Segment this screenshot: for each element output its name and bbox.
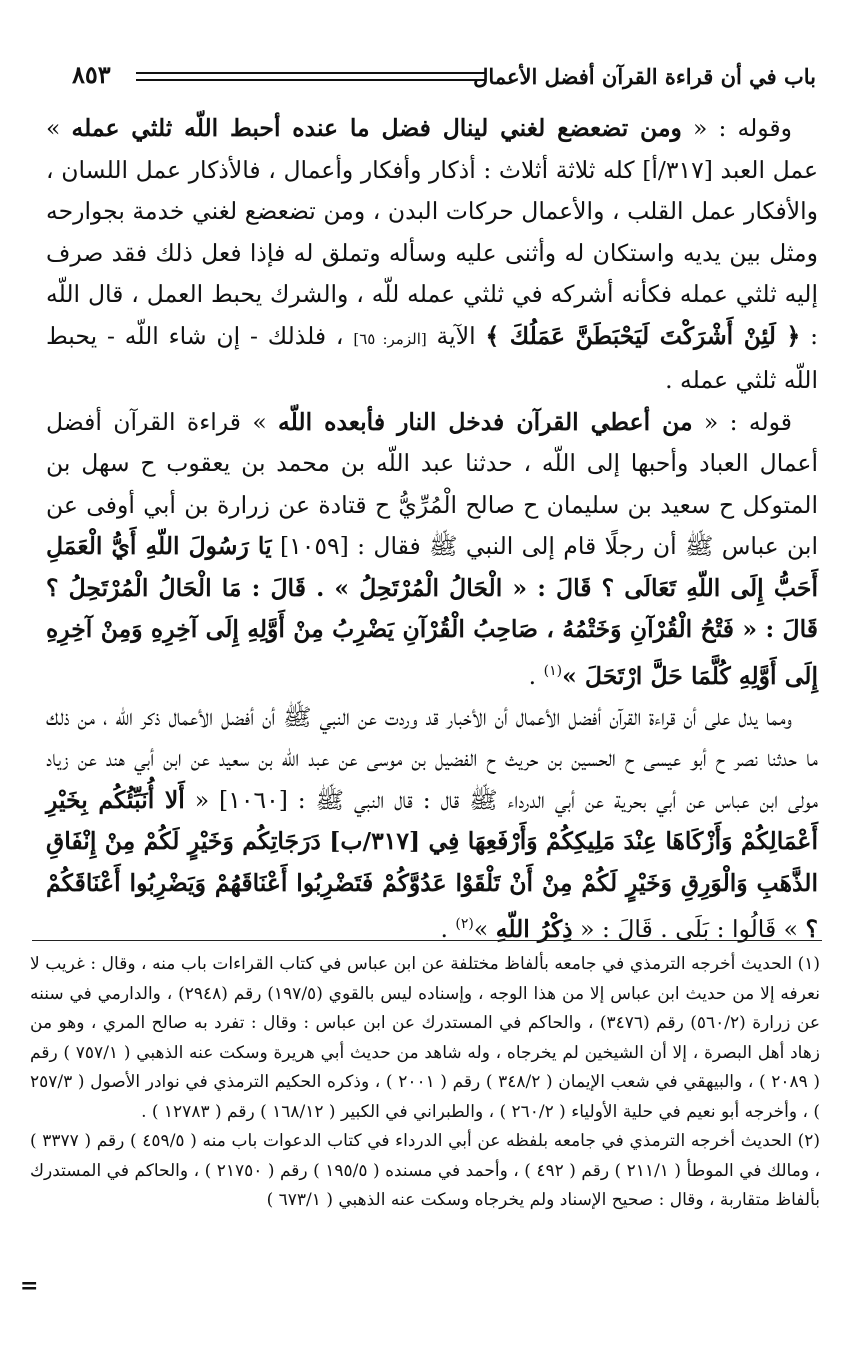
footnote-2: (٢) الحديث أخرجه الترمذي في جامعه بلفظه عن أبي الدرداء في كتاب الدعوات باب منه ( ٤٥٩/٥ ) رقم ( ٣٣٧٧ ) ، ومالك في الموطأ ( ٢١١/١ ) رقم ( ٤٩٢ ) ، وأحمد في مسنده ( ١٩٥/٥ ) رقم ( ٢١٧٥٠ ) ، والحاكم في المستدرك بألفاظ متقاربة ، وقال : صحيح الإسناد ولم يخرجاه وسكت عنه الذهبي ( ٦٧٣/١ ) [30,1131,821,1210]
header-rule [136,72,486,81]
text-span: » [473,915,496,944]
main-text [46,108,818,951]
page-number: ٨٥٣ [72,60,111,89]
text-span: » قراءة القرآن أفضل أعمال العباد وأحبها إلى اللّه ، حدثنا عبد اللّه بن محمد بن يعقوب ح سهل بن المتوكل ح سعيد بن سليمان ح صالح الْمُرِّيُّ ح قتادة عن زرارة بن أبي أوفى عن ابن عباس ﷺ أن رجلًا قام إلى النبي ﷺ فقال : [١٠٥٩] [46,407,818,560]
text-span: قوله : « [692,407,792,436]
continuation-mark: = [20,1273,39,1299]
hadith-text: أَلا أُنَبِّئُكُم بِخَيْرِ أَعْمَالِكُمْ وَأَزْكَاهَا عِنْدَ مَلِيكِكُمْ وَأَرْفَعِهَا فِي [٣١٧/ب] دَرَجَاتِكُم وَخَيْرٍ لَكُمْ مِنْ إِنْفَاقِ الذَّهَبِ وَالْوَرِقِ وَخَيْرٍ لَكُمْ مِنْ أَنْ تَلْقَوْا عَدُوَّكُمْ فَتَضْرِبُوا أَعْنَاقَهُمْ وَيَضْرِبُوا أَعْنَاقَكُمْ ؟ [46,785,818,944]
hadith-text: يَا رَسُولَ اللّهِ أَيُّ الْعَمَلِ أَحَبُّ إِلَى اللّهِ تَعَالَى ؟ قَالَ : « الْحَالُ الْمُرْتَحِلُ » . قَالَ : مَا الْحَالُ الْمُرْتَحِلُ ؟ قَالَ : « فَتْحُ الْقُرْآنِ وَخَتْمُهُ ، صَاحِبُ الْقُرْآنِ يَضْرِبُ مِنْ أَوَّلِهِ إِلَى آخِرِهِ وَمِنْ آخِرِهِ إِلَى أَوَّلِهِ كُلَّمَا حَلَّ ارْتَحَلَ » [46,532,818,690]
paragraph-3 [46,697,818,951]
text-span: . [528,661,544,690]
footnote-separator [32,940,822,941]
text-span: وقوله : « [681,114,793,142]
hadith-text: ذِكْرُ اللّهِ [495,915,573,944]
text-span: » قَالُوا : بَلَى . قَالَ : « [572,915,806,944]
running-header [72,58,816,98]
paragraph-2 [46,402,818,697]
quoted-hadith: من أعطي القرآن فدخل النار فأبعده اللّه [278,407,693,436]
text-span: . [440,915,456,944]
text-span: ، فلذلك - إن شاء اللّه - يحبط اللّه ثلثي عمله . [46,321,818,394]
chapter-title: باب في أن قراءة القرآن أفضل الأعمال [473,64,816,89]
paragraph-1 [46,108,818,402]
text-span: الآية [426,321,486,350]
footnotes [30,950,820,1216]
footnote-ref-2: (٢) [455,916,474,933]
quoted-hadith: ومن تضعضع لغني لينال فضل ما عنده أحبط اللّه ثلثي عمله [71,114,682,142]
footnote-ref-1: (١) [543,662,563,679]
text-span: ومما يدل على أن قراءة القرآن أفضل الأعمال أن الأخبار قد وردت عن النبي ﷺ أن أفضل الأعمال ذكر اللّه ، من ذلك ما حدثنا نصر ح أبو عيسى ح الحسين بن حريث ح الفضيل بن موسى عن عبد اللّه بن سعيد عن ابن أبي هند عن زياد مولى ابن عباس عن أبي بحرية عن أبي الدرداء ﷺ قال : قال النبي ﷺ : [١٠٦٠] « [46,702,818,814]
text-span: » عمل العبد [٣١٧/أ] كله ثلاثة أثلاث : أذكار وأفكار وأعمال ، فالأذكار عمل اللسان ، والأفكار عمل القلب ، والأعمال حركات البدن ، ومن تضعضع لغني خدمة بجوارحه ومثل بين يديه واستكان له وأثنى عليه وسأله وتملق له فإذا فعل ذلك فقد صرف إليه ثلثي عمله فكأنه أشركه في ثلثي عمله للّه ، والشرك يحبط العمل ، قال اللّه : [46,114,819,350]
verse-reference: [الزمر: ٦٥] [353,329,427,348]
footnote-1: (١) الحديث أخرجه الترمذي في جامعه بألفاظ مختلفة عن ابن عباس في كتاب القراءات باب منه ، وقال : غريب لا نعرفه إلا من حديث ابن عباس إلا من هذا الوجه ، وإسناده ليس بالقوي (١٩٧/٥) رقم (٢٩٤٨) ، والدارمي في سننه عن زرارة (٥٦٠/٢) رقم (٣٤٧٦) ، والحاكم في المستدرك عن ابن عباس : وقال : تفرد به صالح المري ، وهو من زهاد أهل البصرة ، إلا أن الشيخين لم يخرجاه ، وله شاهد من حديث أبي هريرة وسكت عنه الذهبي ( ٧٥٧/١ ) رقم ( ٢٠٨٩ ) ، والبيهقي في شعب الإيمان ( ٣٤٨/٢ ) رقم ( ٢٠٠١ ) ، وذكره الحكيم الترمذي في نوادر الأصول ( ٢٥٧/٣ ) ، وأخرجه أبو نعيم في حلية الأولياء ( ٢٦٠/٢ ) ، والطبراني في الكبير ( ١٦٨/١٢ ) رقم ( ١٢٧٨٣ ) . [30,954,820,1122]
quran-verse: ﴿ لَئِنْ أَشْرَكْتَ لَيَحْبَطَنَّ عَمَلُكَ ﴾ [485,321,801,350]
